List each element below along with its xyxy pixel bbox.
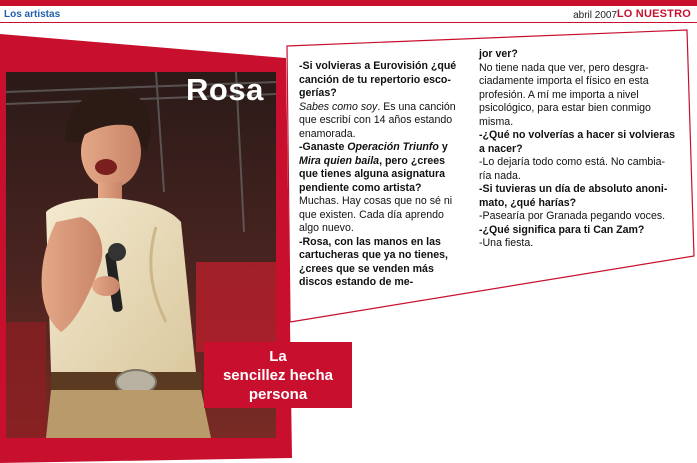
question: -Si tuvieras un día de absoluto anoni-mato, ¿qué harías? — [479, 183, 668, 209]
headline-box — [204, 342, 352, 408]
question — [299, 141, 465, 195]
question-part: -Ganaste — [299, 141, 348, 153]
issue-date: abril 2007 — [573, 10, 617, 21]
answer: No tiene nada que ver, pero desgra-ciadamente importa el físico en esta profesión. A mí me importa a nivel psicológico, para estar bien conmigo misma. — [479, 61, 651, 128]
answer-text: . Es una canción que escribí con 14 años estando enamorada. — [299, 100, 456, 140]
answer: -Lo dejaría todo como está. No cambia-ría nada. — [479, 156, 666, 182]
magazine-brand: LO NUESTRO — [616, 8, 691, 20]
answer-italic: Sabes como soy — [299, 100, 378, 113]
question-part: , pero ¿crees que tienes alguna asignatura pendiente como artista? — [299, 154, 446, 194]
headline-line-2: sencillez hecha — [222, 366, 334, 384]
answer: -Pasearía por Granada pegando voces. — [479, 210, 666, 222]
question-italic: Operación Triunfo — [347, 141, 439, 153]
section-label: Los artistas — [4, 9, 61, 20]
question-part: y — [438, 141, 448, 153]
interview-column-2 — [479, 48, 677, 251]
question-italic: Mira quien baila — [299, 154, 380, 167]
question: -¿Qué significa para ti Can Zam? — [479, 223, 645, 236]
answer: Muchas. Hay cosas que no sé ni que existen. Cada día aprendo algo nuevo. — [299, 195, 453, 234]
artist-name: Rosa — [186, 72, 264, 107]
headline-line-1: La — [269, 347, 287, 365]
question: -¿Qué no volverías a hacer si volvieras a nacer? — [479, 129, 676, 155]
answer — [299, 101, 465, 142]
interview-column-1 — [299, 60, 465, 290]
question: -Si volvieras a Eurovisión ¿qué canción de tu repertorio esco-gerías? — [299, 60, 457, 99]
question: -Rosa, con las manos en las cartucheras que ya no tienes, ¿crees que se venden más discos estando de me- — [299, 235, 448, 288]
question-continued: jor ver? — [479, 48, 518, 60]
answer: -Una fiesta. — [479, 237, 534, 249]
headline-line-3: persona — [248, 385, 308, 403]
